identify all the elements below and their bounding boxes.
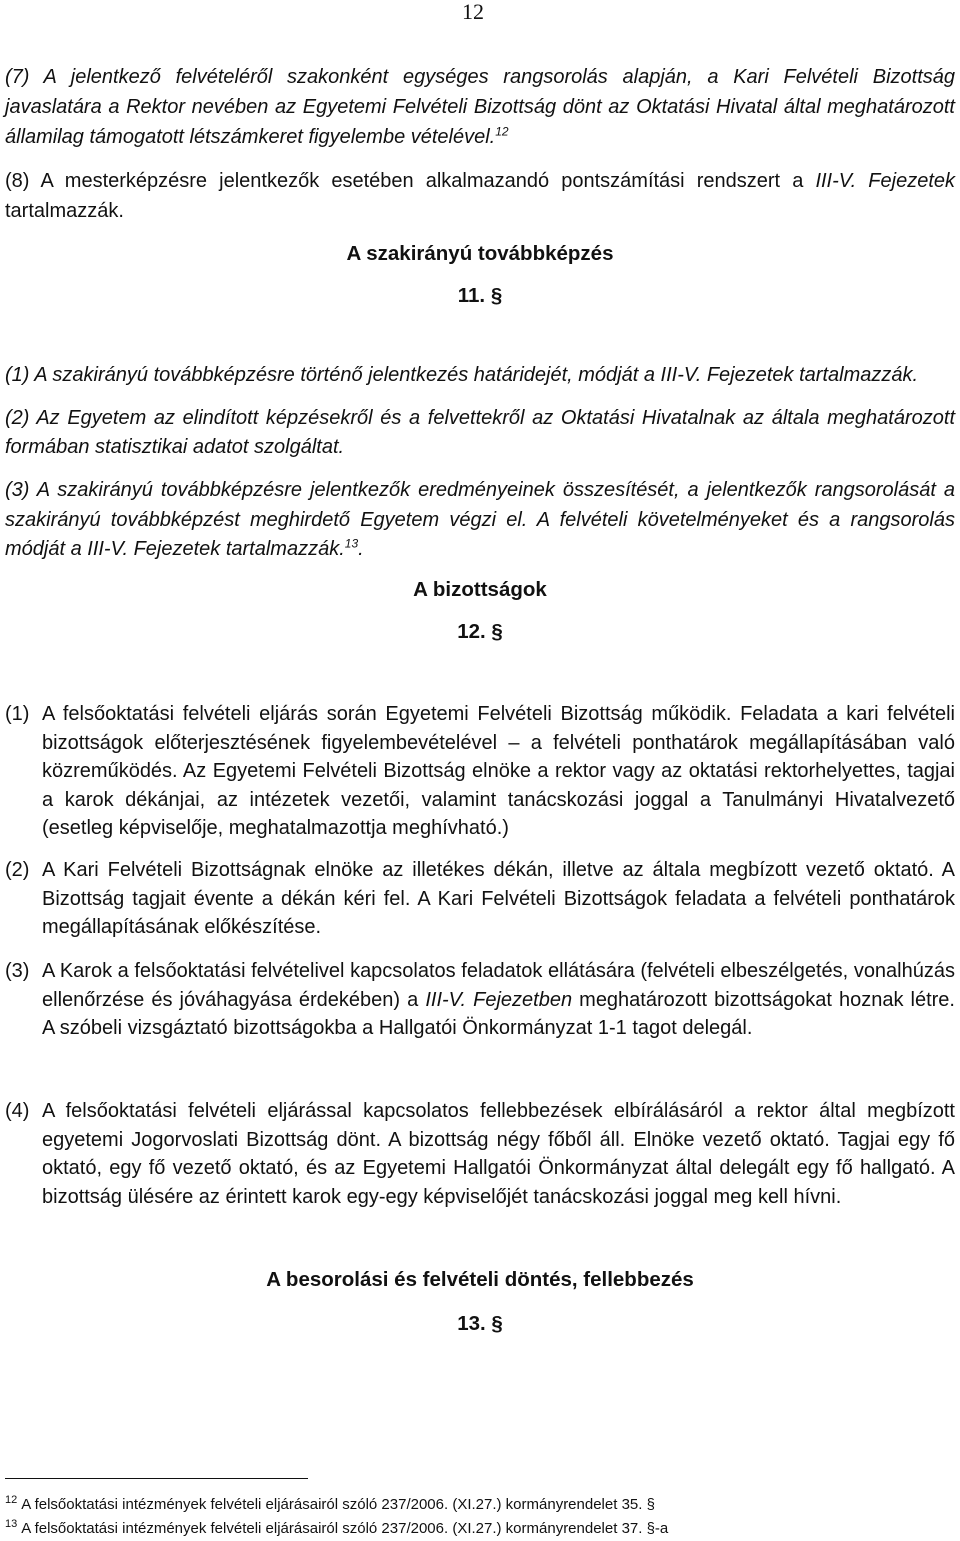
footnote-12 [5,1490,955,1515]
footnote-13-number: 13 [5,1518,18,1530]
p12-item-3-text [42,957,955,1043]
footnote-12-text: A felsőoktatási intézmények felvételi eljárásairól szóló 237/2006. (XI.27.) kormányrendelet 35. § [21,1496,655,1513]
p11-item-2: (2) Az Egyetem az elindított képzésekről és a felvettekről az Oktatási Hivatalnak az általa meghatározott formában statisztikai adatot szolgáltat. [5,407,955,458]
section-7 [5,62,955,152]
p12-item-2-text: A Kari Felvételi Bizottságnak elnöke az illetékes dékán, illetve az általa megbízott vezető oktató. A Bizottság tagjait évente a dékán kéri fel. A Kari Felvételi Bizottságok feladata a felvételi ponthatárok megállapításának előkészítése. [42,859,955,938]
page-number: 12 [462,0,484,24]
paragraph-number-11: 11. § [457,284,503,307]
p12-item-1-text: A felsőoktatási felvételi eljárás során Egyetemi Felvételi Bizottság működik. Feladata a kari felvételi bizottságok előterjesztésének figyelembevételével – a felvételi ponthatárok megállapításában való közreműködés. Az Egyetemi Felvételi Bizottság elnöke a rektor vagy az oktatási rektorhelyettes, tagjai a karok dékánjai, az intézetek vezetői, valamint tanácskozási joggal a Tanulmányi Hivatalvezető (esetleg képviselője, meghatalmazottja meghívható.) [42,703,955,839]
footnote-divider [5,1478,308,1479]
section-8 [5,166,955,226]
p11-item-3-end: . [358,538,364,560]
p12-item-3 [5,957,955,1043]
section-8-text: (8) A mesterképzésre jelentkezők esetében alkalmazandó pontszámítási rendszert a [5,170,816,192]
footnote-ref-13: 13 [344,536,359,551]
section-8-end: tartalmazzák. [5,200,124,222]
p12-item-4 [5,1097,955,1211]
p11-item-1: (1) A szakirányú továbbképzésre történő jelentkezés határidejét, módját a III-V. Fejezetek tartalmazzák. [5,364,919,386]
footnote-13-text: A felsőoktatási intézmények felvételi eljárásairól szóló 237/2006. (XI.27.) kormányrendelet 37. §-a [21,1520,669,1537]
p12-item-1 [5,700,955,843]
p12-item-1-number: (1) [5,703,30,725]
heading-szakiranyu: A szakirányú továbbképzés [346,242,614,265]
p12-item-4-number: (4) [5,1100,30,1122]
p12-item-3-italic: III-V. Fejezetben [425,988,573,1011]
p12-item-3-number: (3) [5,960,30,982]
p12-item-2 [5,856,955,942]
heading-bizottsagok: A bizottságok [413,578,547,601]
p12-item-3-text-a: A Karok a felsőoktatási felvételivel kapcsolatos feladatok ellátására (felvételi elbeszélgetés, vonalhúzás ellenőrzése és jóváhagyása érdekében) a [42,960,955,1011]
footnote-12-number: 12 [5,1494,18,1506]
p11-item-3-text: (3) A szakirányú továbbképzésre jelentkezők eredményeinek összesítését, a jelentkezők rangsorolását a szakirányú továbbképzést meghirdető Egyetem végzi el. A felvételi követelményeket és a rangsorolás módját a III-V. Fejezetek tartalmazzák. [5,479,955,560]
p12-item-4-text: A felsőoktatási felvételi eljárással kapcsolatos fellebbezések elbírálásáról a rektor által megbízott egyetemi Jogorvoslati Bizottság dönt. A bizottság négy főből áll. Elnöke vezető oktató. Tagjai egy fő oktató, egy fő vezető oktató, és az Egyetemi Hallgatói Önkormányzat által delegált egy fő hallgató. A bizottság ülésére az érintett karok egy-egy képviselőjét tanácskozási joggal meg kell hívni. [42,1100,955,1208]
heading-besorolasi: A besorolási és felvételi döntés, fellebbezés [266,1268,694,1291]
p12-item-3-text-b: meghatározott bizottságokat hoznak létre. A szóbeli vizsgáztató bizottságokba a Hallgatói Önkormányzat 1-1 tagot delegál. [42,988,955,1039]
footnote-13 [5,1514,955,1539]
paragraph-number-12: 12. § [457,620,503,643]
footnote-ref-12: 12 [495,124,509,139]
section-7-text: (7) A jelentkező felvételéről szakonként egységes rangsorolás alapján, a Kari Felvételi Bizottság javaslatára a Rektor nevében az Egyetemi Felvételi Bizottság dönt az Oktatási Hivatal által meghatározott államilag támogatott létszámkeret figyelembe vételével. [5,66,955,148]
p12-item-2-number: (2) [5,859,30,881]
p11-item-3 [5,476,955,565]
section-8-italic: III-V. Fejezetek [815,170,955,192]
paragraph-number-13: 13. § [457,1312,503,1335]
